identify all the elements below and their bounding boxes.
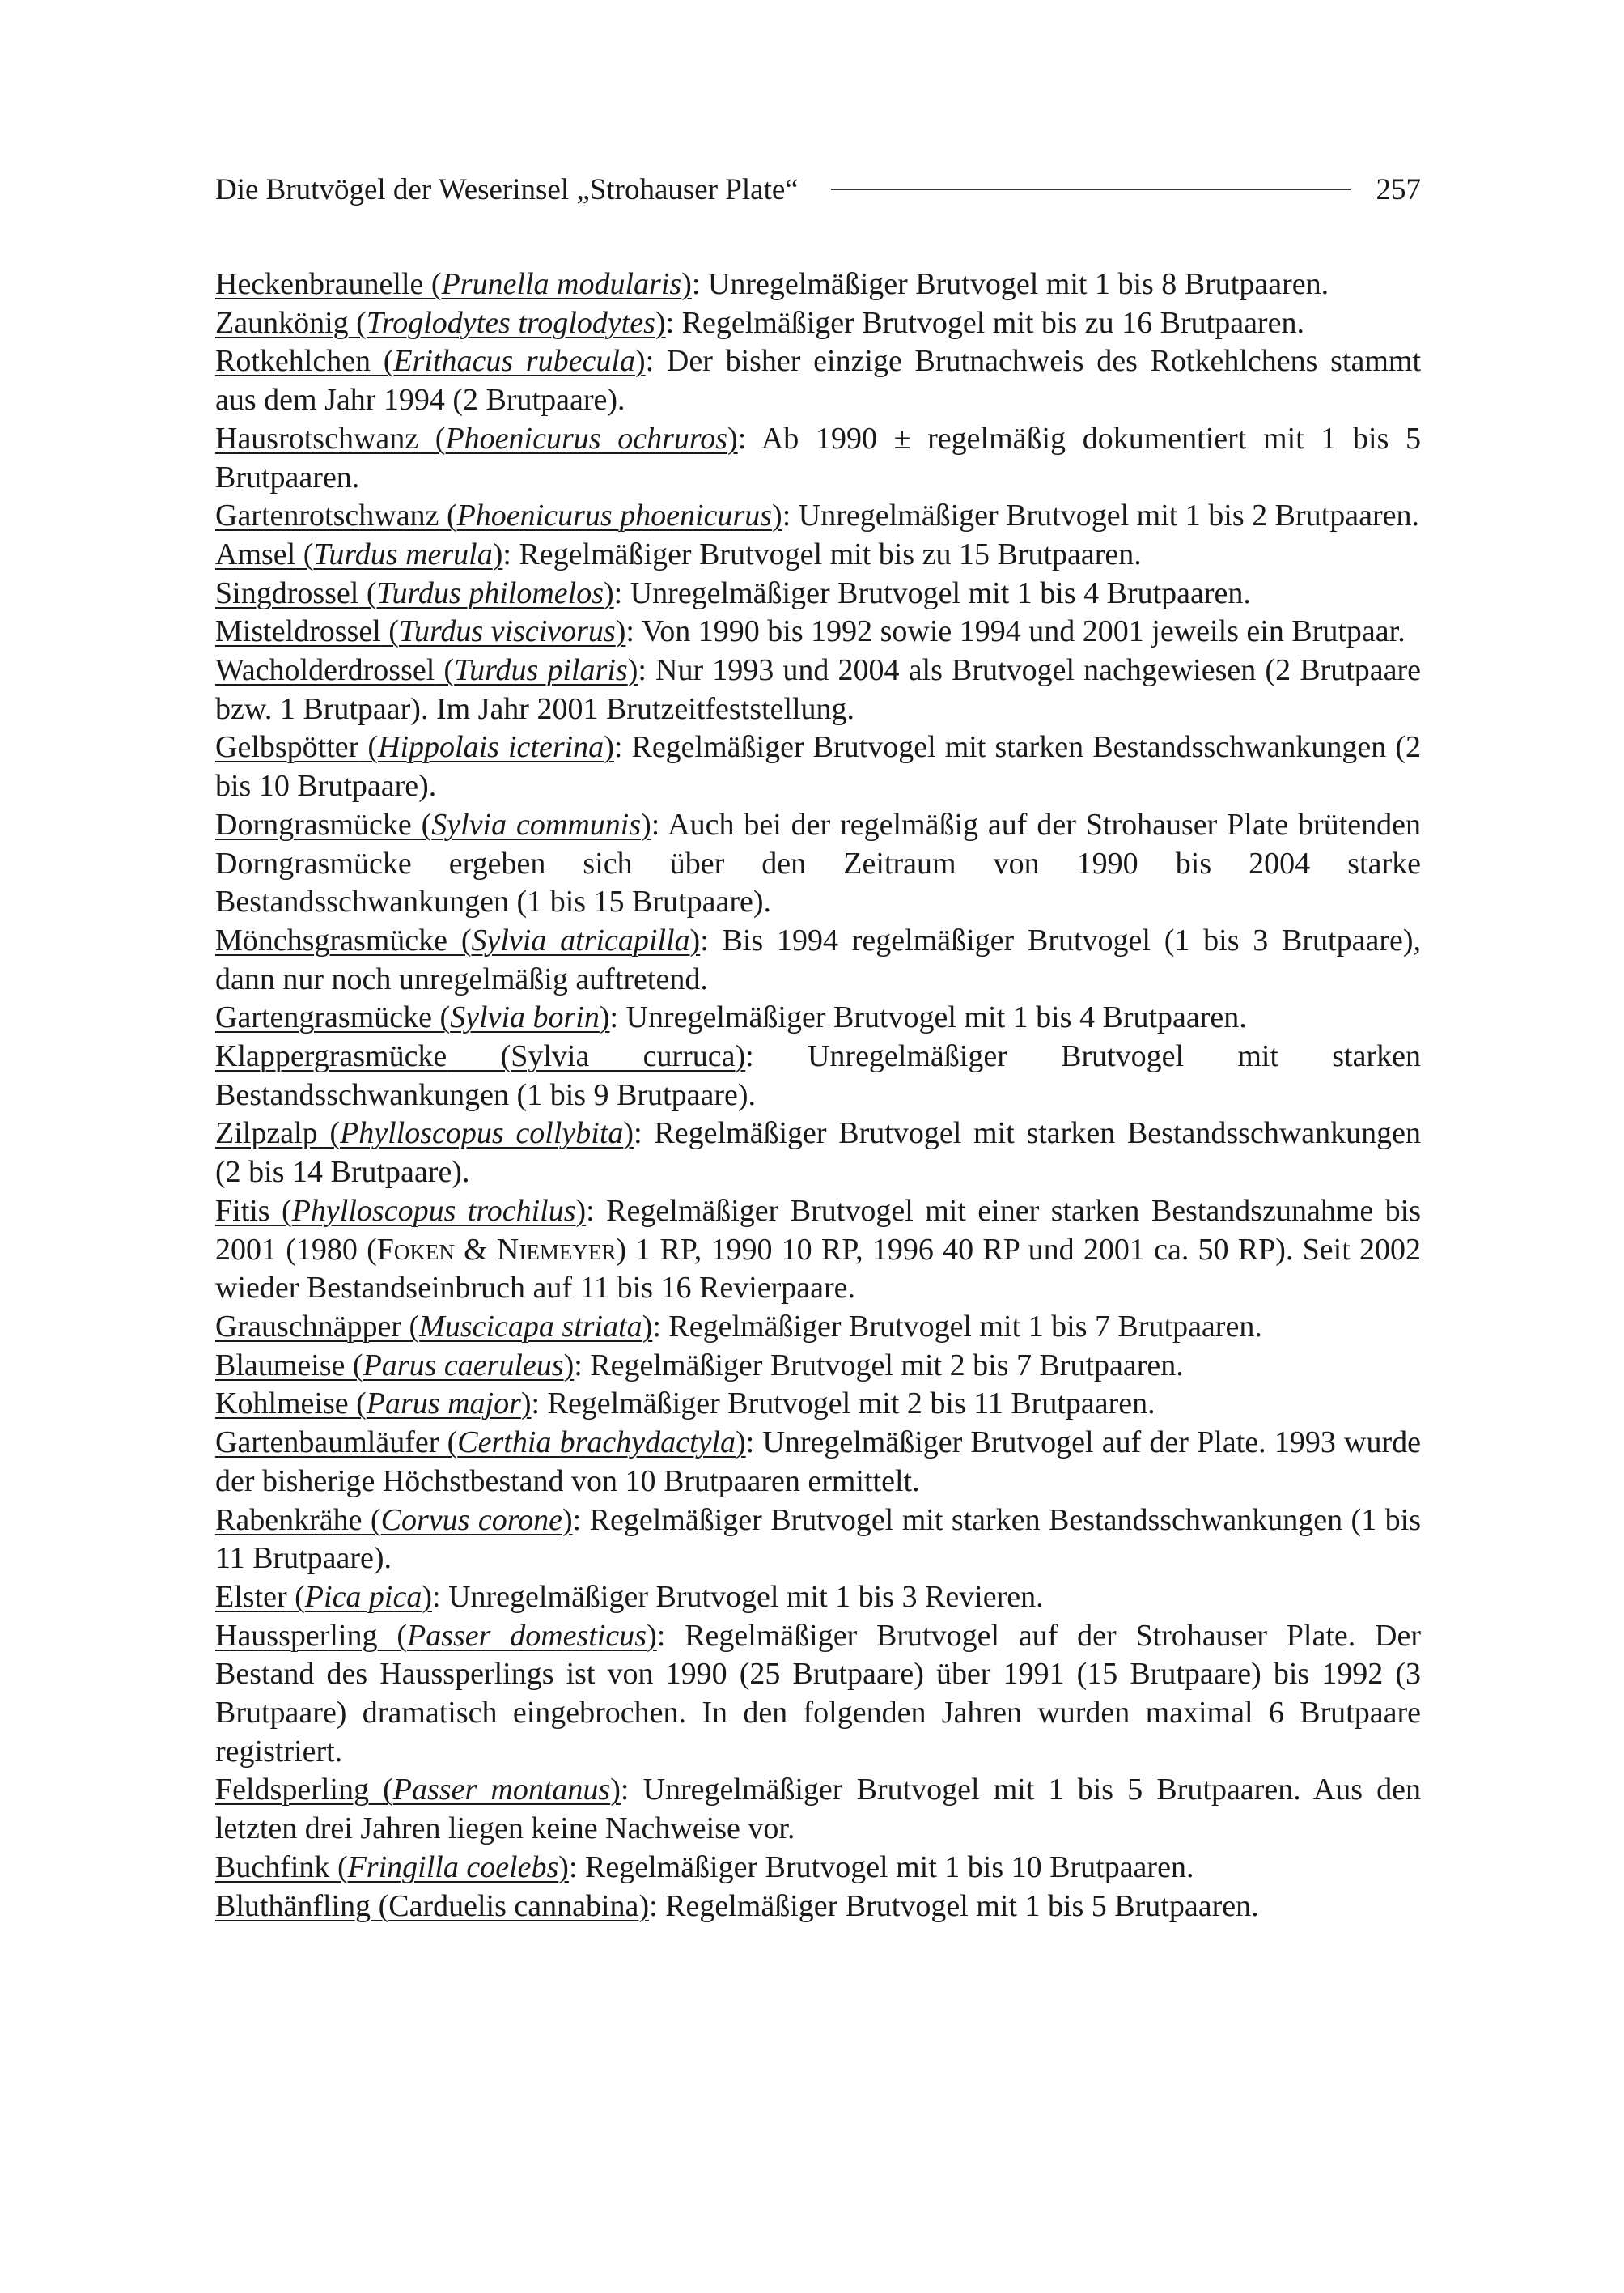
- species-entry: Kohlmeise (Parus major): Regelmäßiger Brutvogel mit 2 bis 11 Brutpaaren.: [215, 1386, 1155, 1421]
- species-description: Regelmäßiger Brutvogel auf der Strohauser Plate. Der Bestand des Haussperlings ist von 1990 (25 Brutpaare) über 1991 (15 Brutpaare) bis 1992 (3 Brutpaare) dramatisch eingebrochen. In den folgenden Jahren wurden maximal 6 Brutpaare registriert.: [215, 1618, 1422, 1769]
- common-name: Grauschnäpper: [215, 1309, 402, 1344]
- common-name: Buchfink: [215, 1849, 330, 1884]
- citation-author: Niemeyer: [496, 1232, 617, 1267]
- scientific-name: Prunella modularis: [441, 267, 682, 301]
- species-description: Regelmäßiger Brutvogel mit starken Bestandsschwankungen (1 bis 11 Brutpaare).: [215, 1502, 1422, 1576]
- species-entry: Singdrossel (Turdus philomelos): Unregelmäßiger Brutvogel mit 1 bis 4 Brutpaaren.: [215, 575, 1251, 610]
- species-name: Zilpzalp (Phylloscopus collybita): [215, 1116, 634, 1151]
- common-name: Gartengrasmücke: [215, 1000, 432, 1035]
- scientific-name: Turdus viscivorus: [398, 614, 616, 649]
- scientific-name: Phylloscopus collybita: [340, 1116, 624, 1151]
- species-name: Mönchsgrasmücke (Sylvia atricapilla): [215, 923, 701, 958]
- header-rule: [831, 189, 1351, 190]
- species-description: Unregelmäßiger Brutvogel mit 1 bis 4 Brutpaaren.: [630, 575, 1251, 610]
- species-description: Nur 1993 und 2004 als Brutvogel nachgewiesen (2 Brutpaare bzw. 1 Brutpaar). Im Jahr 2001 Brutzeitfeststellung.: [215, 653, 1422, 726]
- species-name: Elster (Pica pica): [215, 1579, 433, 1614]
- scientific-name: Phylloscopus trochilus: [291, 1193, 576, 1228]
- species-description: Regelmäßiger Brutvogel mit einer starken Bestandszunahme bis 2001 (1980 (: [215, 1193, 1422, 1267]
- common-name: Heckenbraunelle: [215, 267, 424, 301]
- common-name: Elster: [215, 1579, 287, 1614]
- common-name: Kohlmeise: [215, 1386, 349, 1421]
- species-description: Unregelmäßiger Brutvogel mit 1 bis 4 Brutpaaren.: [625, 1000, 1247, 1035]
- scientific-name: Hippolais icterina: [378, 730, 604, 765]
- species-name: Blaumeise (Parus caeruleus): [215, 1348, 575, 1382]
- scientific-name: Turdus philomelos: [376, 575, 604, 610]
- species-name: Feldsperling (Passer montanus): [215, 1773, 621, 1807]
- species-description: Regelmäßiger Brutvogel mit 1 bis 7 Brutpaaren.: [668, 1309, 1262, 1344]
- species-description: Unregelmäßiger Brutvogel mit 1 bis 5 Brutpaaren. Aus den letzten drei Jahren liegen keine Nachweise vor.: [215, 1773, 1422, 1846]
- species-description: Regelmäßiger Brutvogel mit 1 bis 5 Brutpaaren.: [665, 1888, 1259, 1923]
- scientific-name: Muscicapa striata: [419, 1309, 642, 1344]
- species-description: Unregelmäßiger Brutvogel auf der Plate. 1993 wurde der bisherige Höchstbestand von 10 Brutpaaren ermittelt.: [215, 1425, 1422, 1498]
- scientific-name: Parus caeruleus: [363, 1348, 564, 1382]
- scientific-name: Troglodytes troglodytes: [366, 305, 655, 340]
- scientific-name: Passer montanus: [392, 1773, 611, 1807]
- species-entry: Blaumeise (Parus caeruleus): Regelmäßiger Brutvogel mit 2 bis 7 Brutpaaren.: [215, 1348, 1184, 1382]
- species-name: Buchfink (Fringilla coelebs): [215, 1849, 569, 1884]
- species-name: Hausrotschwanz (Phoenicurus ochruros): [215, 421, 738, 456]
- species-entry: Elster (Pica pica): Unregelmäßiger Brutvogel mit 1 bis 3 Revieren.: [215, 1579, 1044, 1614]
- scientific-name: Fringilla coelebs: [347, 1849, 559, 1884]
- species-name: Singdrossel (Turdus philomelos): [215, 575, 614, 610]
- species-name: Heckenbraunelle (Prunella modularis): [215, 267, 692, 301]
- species-name: Haussperling (Passer domesticus): [215, 1618, 657, 1653]
- species-entry: Haussperling (Passer domesticus): Regelmäßiger Brutvogel auf der Strohauser Plate. Der Bestand des Haussperlings ist von 1990 (25 Brutpaare) über 1991 (15 Brutpaare) bis 1992 (3 Brutpaare) dramatisch eingebrochen. In den folgenden Jahren wurden maximal 6 Brutpaare registriert.: [215, 1618, 1422, 1769]
- species-description: Unregelmäßiger Brutvogel mit 1 bis 3 Revieren.: [448, 1579, 1044, 1614]
- common-name: Zaunkönig: [215, 305, 349, 340]
- species-description: Regelmäßiger Brutvogel mit bis zu 15 Brutpaaren.: [519, 537, 1142, 571]
- species-name: Rabenkrähe (Corvus corone): [215, 1502, 573, 1537]
- species-entry: Mönchsgrasmücke (Sylvia atricapilla): Bis 1994 regelmäßiger Brutvogel (1 bis 3 Brutpaare), dann nur noch unregelmäßig auftretend.: [215, 923, 1421, 996]
- species-name: Gartenbaumläufer (Certhia brachydactyla): [215, 1425, 746, 1460]
- scientific-name: Sylvia borin: [450, 1000, 600, 1035]
- species-entry: Feldsperling (Passer montanus): Unregelmäßiger Brutvogel mit 1 bis 5 Brutpaaren. Aus den letzten drei Jahren liegen keine Nachweise vor.: [215, 1773, 1422, 1846]
- species-entry: Buchfink (Fringilla coelebs): Regelmäßiger Brutvogel mit 1 bis 10 Brutpaaren.: [215, 1849, 1194, 1884]
- scientific-name: Passer domesticus: [406, 1618, 647, 1653]
- species-description: Regelmäßiger Brutvogel mit starken Bestandsschwankungen (2 bis 10 Brutpaare).: [215, 730, 1421, 804]
- species-entry: Gelbspötter (Hippolais icterina): Regelmäßiger Brutvogel mit starken Bestandsschwankungen (2 bis 10 Brutpaare).: [215, 730, 1421, 804]
- species-entry: Hausrotschwanz (Phoenicurus ochruros): Ab 1990 ± regelmäßig dokumentiert mit 1 bis 5 Brutpaaren.: [215, 421, 1422, 495]
- species-name: Klappergrasmücke (Sylvia curruca): [215, 1039, 746, 1074]
- scientific-name: Sylvia communis: [431, 807, 642, 842]
- species-name: Kohlmeise (Parus major): [215, 1386, 532, 1421]
- species-entry: Rotkehlchen (Erithacus rubecula): Der bisher einzige Brutnachweis des Rotkehlchens stammt aus dem Jahr 1994 (2 Brutpaare).: [215, 344, 1421, 418]
- species-entry: Dorngrasmücke (Sylvia communis): Auch bei der regelmäßig auf der Strohauser Plate brütenden Dorngrasmücke ergeben sich über den Zeitraum von 1990 bis 2004 starke Bestandsschwankungen (1 bis 15 Brutpaare).: [215, 807, 1421, 919]
- scientific-name: Turdus pilaris: [454, 653, 628, 688]
- species-description: Unregelmäßiger Brutvogel mit 1 bis 2 Brutpaaren.: [798, 499, 1419, 533]
- species-name: Rotkehlchen (Erithacus rubecula): [215, 344, 646, 379]
- common-name: Blaumeise: [215, 1348, 346, 1382]
- common-name: Amsel: [215, 537, 296, 571]
- species-name: Dorngrasmücke (Sylvia communis): [215, 807, 651, 842]
- species-entry: Gartenbaumläufer (Certhia brachydactyla): Unregelmäßiger Brutvogel auf der Plate. 1993 wurde der bisherige Höchstbestand von 10 Brutpaaren ermittelt.: [215, 1425, 1422, 1498]
- scientific-name: Parus major: [366, 1386, 521, 1421]
- species-description: Unregelmäßiger Brutvogel mit starken Bestandsschwankungen (1 bis 9 Brutpaare).: [215, 1039, 1421, 1112]
- species-list: [215, 265, 1421, 1926]
- species-name: Wacholderdrossel (Turdus pilaris): [215, 653, 638, 688]
- species-name: Gelbspötter (Hippolais icterina): [215, 730, 614, 765]
- common-name: Klappergrasmücke: [215, 1039, 447, 1074]
- scientific-name: Phoenicurus phoenicurus: [456, 499, 773, 533]
- species-entry: Heckenbraunelle (Prunella modularis): Unregelmäßiger Brutvogel mit 1 bis 8 Brutpaaren.: [215, 267, 1329, 301]
- species-entry: Klappergrasmücke (Sylvia curruca): Unregelmäßiger Brutvogel mit starken Bestandsschwankungen (1 bis 9 Brutpaare).: [215, 1039, 1421, 1112]
- species-entry: Fitis (Phylloscopus trochilus): Regelmäßiger Brutvogel mit einer starken Bestandszunahme bis 2001 (1980 (Foken & Niemeyer) 1 RP, 1990 10 RP, 1996 40 RP und 2001 ca. 50 RP). Seit 2002 wieder Bestandseinbruch auf 11 bis 16 Revierpaare.: [215, 1193, 1422, 1306]
- citation-ampersand: &: [454, 1232, 497, 1267]
- common-name: Fitis: [215, 1193, 270, 1228]
- common-name: Rotkehlchen: [215, 344, 371, 379]
- common-name: Zilpzalp: [215, 1116, 318, 1151]
- species-entry: Wacholderdrossel (Turdus pilaris): Nur 1993 und 2004 als Brutvogel nachgewiesen (2 Brutpaare bzw. 1 Brutpaar). Im Jahr 2001 Brutzeitfeststellung.: [215, 653, 1422, 726]
- scientific-name: Carduelis cannabina: [388, 1888, 639, 1923]
- species-description: Ab 1990 ± regelmäßig dokumentiert mit 1 bis 5 Brutpaaren.: [215, 421, 1422, 495]
- species-entry: Bluthänfling (Carduelis cannabina): Regelmäßiger Brutvogel mit 1 bis 5 Brutpaaren.: [215, 1888, 1259, 1923]
- species-name: Gartenrotschwanz (Phoenicurus phoenicurus): [215, 499, 782, 533]
- common-name: Rabenkrähe: [215, 1502, 363, 1537]
- species-name: Grauschnäpper (Muscicapa striata): [215, 1309, 653, 1344]
- common-name: Feldsperling: [215, 1773, 369, 1807]
- species-entry: Grauschnäpper (Muscicapa striata): Regelmäßiger Brutvogel mit 1 bis 7 Brutpaaren.: [215, 1309, 1262, 1344]
- species-description: Bis 1994 regelmäßiger Brutvogel (1 bis 3 Brutpaare), dann nur noch unregelmäßig auftretend.: [215, 923, 1421, 996]
- species-description: Regelmäßiger Brutvogel mit 2 bis 7 Brutpaaren.: [590, 1348, 1184, 1382]
- common-name: Gartenbaumläufer: [215, 1425, 439, 1460]
- common-name: Dorngrasmücke: [215, 807, 412, 842]
- species-entry: Zilpzalp (Phylloscopus collybita): Regelmäßiger Brutvogel mit starken Bestandsschwankungen (2 bis 14 Brutpaare).: [215, 1116, 1421, 1190]
- running-title: Die Brutvögel der Weserinsel „Strohauser Plate“: [215, 172, 799, 206]
- species-name: Amsel (Turdus merula): [215, 537, 503, 571]
- common-name: Hausrotschwanz: [215, 421, 419, 456]
- common-name: Bluthänfling: [215, 1888, 371, 1923]
- common-name: Haussperling: [215, 1618, 378, 1653]
- common-name: Singdrossel: [215, 575, 359, 610]
- scientific-name: Turdus merula: [313, 537, 493, 571]
- scientific-name: Corvus corone: [380, 1502, 562, 1537]
- species-entry: Zaunkönig (Troglodytes troglodytes): Regelmäßiger Brutvogel mit bis zu 16 Brutpaaren.: [215, 305, 1304, 340]
- species-entry: Gartengrasmücke (Sylvia borin): Unregelmäßiger Brutvogel mit 1 bis 4 Brutpaaren.: [215, 1000, 1247, 1035]
- citation-author: Foken: [376, 1232, 455, 1267]
- scientific-name: Phoenicurus ochruros: [445, 421, 728, 456]
- species-description: Auch bei der regelmäßig auf der Strohauser Plate brütenden Dorngrasmücke ergeben sich über den Zeitraum von 1990 bis 2004 starke Bestandsschwankungen (1 bis 15 Brutpaare).: [215, 807, 1421, 919]
- species-name: Fitis (Phylloscopus trochilus): [215, 1193, 587, 1228]
- species-description: Regelmäßiger Brutvogel mit starken Bestandsschwankungen (2 bis 14 Brutpaare).: [215, 1116, 1421, 1190]
- species-description: Von 1990 bis 1992 sowie 1994 und 2001 jeweils ein Brutpaar.: [641, 614, 1406, 649]
- species-description: Regelmäßiger Brutvogel mit bis zu 16 Brutpaaren.: [681, 305, 1304, 340]
- common-name: Mönchsgrasmücke: [215, 923, 448, 958]
- common-name: Gartenrotschwanz: [215, 499, 439, 533]
- species-name: Bluthänfling (Carduelis cannabina): [215, 1888, 650, 1923]
- species-name: Misteldrossel (Turdus viscivorus): [215, 614, 626, 649]
- common-name: Misteldrossel: [215, 614, 381, 649]
- species-description: Regelmäßiger Brutvogel mit 1 bis 10 Brutpaaren.: [585, 1849, 1194, 1884]
- species-entry: Rabenkrähe (Corvus corone): Regelmäßiger Brutvogel mit starken Bestandsschwankungen (1 bis 11 Brutpaare).: [215, 1502, 1422, 1576]
- page-number: 257: [1376, 172, 1421, 206]
- scientific-name: Certhia brachydactyla: [457, 1425, 736, 1460]
- species-description: Unregelmäßiger Brutvogel mit 1 bis 8 Brutpaaren.: [707, 267, 1329, 301]
- common-name: Wacholderdrossel: [215, 653, 435, 688]
- scientific-name: Sylvia curruca: [511, 1039, 736, 1074]
- page-header: [215, 165, 1421, 214]
- species-name: Gartengrasmücke (Sylvia borin): [215, 1000, 610, 1035]
- species-entry: Misteldrossel (Turdus viscivorus): Von 1990 bis 1992 sowie 1994 und 2001 jeweils ein Brutpaar.: [215, 614, 1406, 649]
- species-description-continued: ) 1 RP, 1990 10 RP, 1996 40 RP und 2001 ca. 50 RP). Seit 2002 wieder Bestandseinbruch auf 11 bis 16 Revierpaare.: [215, 1232, 1421, 1306]
- scientific-name: Sylvia atricapilla: [471, 923, 690, 958]
- species-name: Zaunkönig (Troglodytes troglodytes): [215, 305, 666, 340]
- species-description: Der bisher einzige Brutnachweis des Rotkehlchens stammt aus dem Jahr 1994 (2 Brutpaare).: [215, 344, 1421, 418]
- scientific-name: Pica pica: [304, 1579, 422, 1614]
- species-description: Regelmäßiger Brutvogel mit 2 bis 11 Brutpaaren.: [547, 1386, 1155, 1421]
- species-entry: Amsel (Turdus merula): Regelmäßiger Brutvogel mit bis zu 15 Brutpaaren.: [215, 537, 1142, 571]
- common-name: Gelbspötter: [215, 730, 359, 765]
- species-entry: Gartenrotschwanz (Phoenicurus phoenicurus): Unregelmäßiger Brutvogel mit 1 bis 2 Brutpaaren.: [215, 499, 1419, 533]
- scientific-name: Erithacus rubecula: [393, 344, 635, 379]
